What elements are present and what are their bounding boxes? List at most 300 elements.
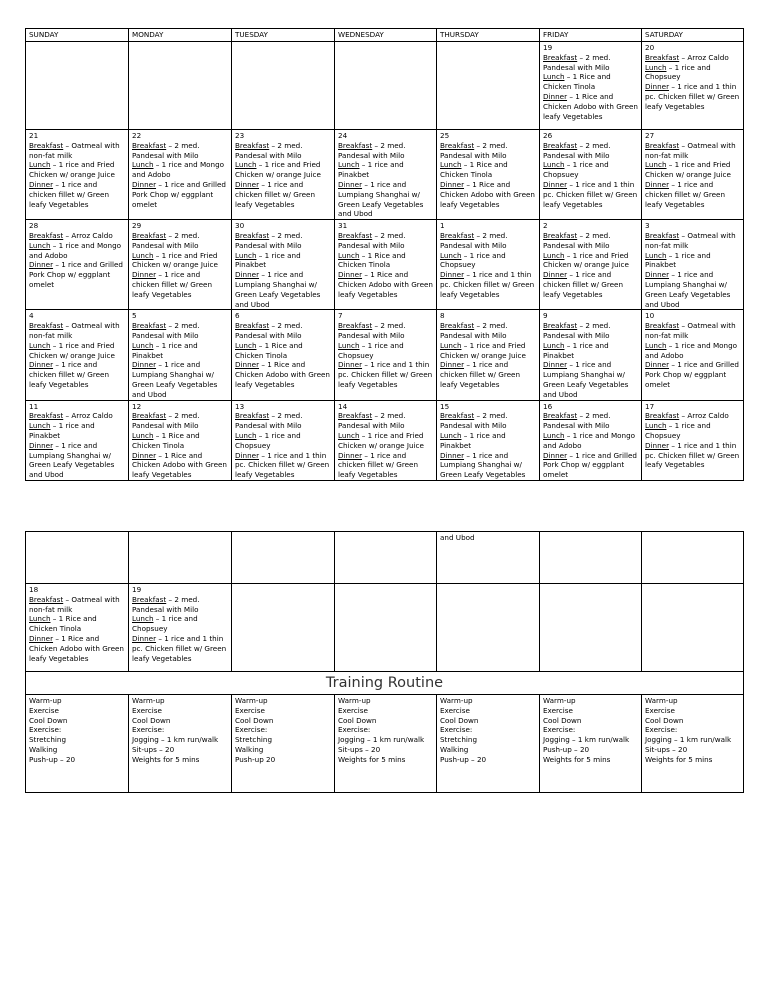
meal-entry [338,341,433,361]
calendar-cell [540,584,642,672]
day-number: 26 [543,131,553,140]
meal-entry [29,160,125,180]
meal-description: – 1 rice and chicken fillet w/ Green leafy Vegetables [440,360,521,389]
day-number: 15 [440,401,450,411]
meal-entry [132,270,228,299]
meal-description: – 1 rice and Lumpiang Shanghai w/ Green Leafy Vegetables and Ubod [338,179,424,219]
continuation-text: and Ubod [440,533,475,542]
calendar-cell [642,310,744,400]
meal-description: – 2 med. Pandesal with Milo [132,230,200,250]
calendar-cell [540,220,642,310]
meal-description: – 1 rice and Fried Chicken w/ orange Juice [132,250,218,270]
day-number: 31 [338,221,348,231]
meal-label: Lunch [543,160,565,170]
header-wednesday: WEDNESDAY [335,29,437,42]
meal-entry [440,451,536,480]
meal-description: – 1 rice and chicken fillet w/ Green leafy Vegetables [235,179,316,209]
day-number: 28 [29,221,39,231]
calendar-cell [129,220,232,310]
meal-description: – 1 Rice and Chicken Adobo with Green leafy Vegetables [235,360,330,389]
training-item: Stretching [29,735,67,745]
header-saturday: SATURDAY [642,29,744,42]
meal-description: – 2 med. Pandesal with Milo [132,321,200,340]
training-item: Warm-up [645,696,678,705]
meal-entry [543,180,638,209]
training-day-cell [232,695,335,793]
meal-description: – Oatmeal with non-fat milk [645,140,736,160]
meal-description: – 1 rice and Mongo and Adobo [132,160,225,180]
meal-entry [440,251,536,271]
calendar-cell [26,220,129,310]
meal-description: – 2 med. Pandesal with Milo [440,140,508,160]
meal-description: – 1 rice and Fried Chicken w/ orange Juice [29,340,115,360]
training-item: Cool Down [29,715,68,725]
header-thursday: THURSDAY [437,29,540,42]
meal-entry [338,360,433,389]
training-item: Push-up 20 [235,754,276,764]
calendar-cell [26,400,129,480]
calendar-cell [129,130,232,220]
training-item: Exercise: [543,725,576,735]
training-item: Jogging – 1 km run/walk [645,735,732,745]
day-number: 22 [132,131,142,140]
meal-description: – 1 rice and Fried Chicken w/ orange Juice [440,340,526,360]
meal-description: – 1 rice and Grilled Pork Chop w/ eggplant omelet [29,260,123,289]
meal-description: – 1 rice and Mongo and Adobo [543,430,636,450]
meal-label: Lunch [132,340,154,350]
day-number: 13 [235,401,245,411]
meal-label: Dinner [29,179,54,189]
meal-entry [132,614,228,634]
meal-description: – 1 rice and chicken fillet w/ Green leafy Vegetables [29,179,110,209]
meal-description: – 1 rice and chicken fillet w/ Green leafy Vegetables [29,360,110,389]
meal-entry [440,141,536,161]
meal-entry [29,614,125,634]
meal-label: Lunch [235,160,257,170]
meal-label: Dinner [645,360,670,370]
meal-label: Lunch [29,614,51,624]
training-item: Sit-ups – 20 [132,744,175,754]
calendar-cell [540,532,642,584]
calendar-cell [540,42,642,130]
meal-entry [543,451,638,480]
meal-entry [29,360,125,389]
training-title-row [26,672,744,695]
training-item: Cool Down [235,715,274,725]
calendar-cell [335,400,437,480]
calendar-cell [540,400,642,480]
week-row [26,310,744,400]
calendar-cell [437,310,540,400]
day-number: 4 [29,311,34,321]
day-number: 5 [132,311,137,321]
meal-description: – 1 Rice and Chicken Tinola [29,614,97,634]
week-row [26,584,744,672]
meal-entry [645,231,740,251]
meal-description: – 1 Rice and Chicken Tinola [132,430,200,450]
meal-entry [29,180,125,209]
calendar-cell [335,532,437,584]
day-number: 9 [543,311,548,321]
meal-label: Lunch [29,240,51,250]
meal-description: – 2 med. Pandesal with Milo [543,230,611,250]
meal-description: – 1 rice and Pinakbet [543,340,609,360]
meal-label: Lunch [645,250,667,260]
meal-entry [543,231,638,251]
training-day-cell [26,695,129,793]
meal-label: Breakfast [645,230,680,240]
weekday-header-row [26,29,744,42]
meal-entry [235,141,331,161]
day-number: 10 [645,311,655,321]
calendar-cell [232,220,335,310]
training-item: Exercise [29,705,59,715]
meal-label: Breakfast [132,140,167,150]
meal-entry [29,141,125,161]
meal-description: – 1 rice and Fried Chicken w/ orange Juice [543,250,629,270]
calendar-cell [642,532,744,584]
training-item: Exercise: [338,725,371,735]
meal-label: Lunch [338,250,360,260]
meal-label: Dinner [29,440,54,450]
meal-description: – 1 Rice and Chicken Tinola [338,250,406,270]
meal-description: – 2 med. Pandesal with Milo [543,411,611,431]
meal-description: – 1 rice and 1 thin pc. Chicken fillet w/ Green leafy Vegetables [132,633,227,663]
training-item: Warm-up [543,696,576,705]
meal-description: – 2 med. Pandesal with Milo [132,594,200,614]
meal-label: Dinner [235,450,260,460]
calendar-cell [129,42,232,130]
meal-label: Breakfast [29,321,64,331]
meal-description: – 1 rice and Fried Chicken w/ orange Juice [645,160,731,180]
calendar-cell [129,310,232,400]
training-item: Walking [440,744,469,754]
training-day-cell [129,695,232,793]
meal-label: Lunch [440,340,462,350]
meal-entry [645,160,740,180]
training-item: Weights for 5 mins [543,754,611,764]
meal-description: – 1 rice and Mongo and Adobo [645,340,738,360]
meal-label: Breakfast [29,230,64,240]
meal-description: – 1 rice and Pinakbet [235,250,301,270]
calendar-cell [26,130,129,220]
training-item: Weights for 5 mins [645,754,713,764]
meal-entry [29,321,125,341]
training-item: Push-up – 20 [543,744,590,754]
meal-label: Lunch [338,160,360,170]
meal-entry [543,53,638,73]
meal-label: Dinner [235,360,260,370]
meal-label: Dinner [543,360,568,370]
meal-label: Lunch [132,160,154,170]
calendar-cell [26,532,129,584]
meal-entry [338,231,433,251]
meal-label: Dinner [132,450,157,460]
day-number: 19 [543,43,553,52]
meal-entry [543,360,638,399]
meal-label: Breakfast [645,140,680,150]
calendar-cell [129,584,232,672]
meal-description: – 1 Rice and Chicken Adobo with Green leafy Vegetables [29,633,124,663]
calendar-cell [335,220,437,310]
calendar-cell [335,584,437,672]
day-number: 12 [132,401,142,411]
meal-description: – 1 rice and chicken fillet w/ Green leafy Vegetables [543,270,624,299]
training-day-cell [437,695,540,793]
meal-entry [132,341,228,361]
day-number: 20 [645,43,655,52]
meal-description: – 1 rice and 1 thin pc. Chicken fillet w/ Green leafy Vegetables [645,82,740,111]
meal-entry [440,180,536,209]
calendar-cell [129,400,232,480]
meal-description: – Oatmeal with non-fat milk [645,321,736,340]
training-item: Warm-up [235,696,268,705]
meal-label: Breakfast [645,411,680,421]
meal-label: Breakfast [543,411,578,421]
meal-entry [645,421,740,441]
meal-label: Dinner [132,633,157,643]
meal-description: – 1 Rice and Chicken Tinola [543,72,611,92]
meal-entry [645,270,740,309]
meal-entry [440,431,536,451]
meal-description: – 1 rice and Lumpiang Shanghai w/ Green Leafy Vegetables and Ubod [645,270,731,309]
meal-label: Breakfast [440,230,475,240]
meal-description: – 1 rice and Chopsuey [132,614,198,634]
training-item: Exercise [543,705,573,715]
meal-label: Breakfast [132,230,167,240]
meal-label: Dinner [543,270,568,280]
meal-label: Dinner [338,179,363,189]
meal-label: Dinner [440,450,465,460]
calendar-cell [232,310,335,400]
meal-description: – 1 rice and Fried Chicken w/ orange Juice [235,160,321,180]
day-number: 6 [235,311,240,321]
day-number: 21 [29,131,39,140]
meal-label: Breakfast [543,321,578,331]
day-number: 30 [235,221,245,231]
meal-entry [440,270,536,299]
meal-entry [132,231,228,251]
meal-description: – 1 rice and Pinakbet [29,421,95,440]
meal-entry [338,321,433,341]
meal-label: Breakfast [235,321,270,331]
calendar-cell [642,42,744,130]
meal-label: Breakfast [29,140,64,150]
meal-description: – 1 rice and chicken fillet w/ Green leafy Vegetables [338,450,419,480]
calendar-cell [26,310,129,400]
meal-entry [29,341,125,361]
meal-calendar-table-continued [25,531,744,793]
meal-label: Dinner [543,179,568,189]
meal-entry [543,431,638,451]
meal-description: – 2 med. Pandesal with Milo [235,230,303,250]
training-day-cell [540,695,642,793]
meal-entry [645,53,740,63]
meal-description: – Arroz Caldo [679,52,729,62]
meal-description: – 2 med. Pandesal with Milo [338,411,406,431]
meal-entry [29,421,125,441]
meal-label: Breakfast [543,230,578,240]
meal-description: – 1 Rice and Chicken Adobo with Green leafy Vegetables [338,270,433,299]
meal-label: Dinner [132,360,157,370]
calendar-cell [437,400,540,480]
meal-label: Breakfast [235,230,270,240]
meal-description: – 2 med. Pandesal with Milo [440,321,508,340]
calendar-cell [437,532,540,584]
meal-entry [338,431,433,451]
meal-label: Lunch [645,340,667,350]
meal-entry [235,451,331,480]
meal-description: – 1 rice and Pinakbet [132,340,198,360]
meal-entry [132,251,228,271]
meal-description: – 2 med. Pandesal with Milo [132,140,200,160]
day-number: 1 [440,221,445,231]
training-item: Exercise: [29,725,62,735]
training-routine-title: Training Routine [26,672,744,695]
meal-entry [338,251,433,271]
training-item: Warm-up [338,696,371,705]
training-item: Jogging – 1 km run/walk [132,735,219,745]
calendar-cell [642,130,744,220]
meal-label: Dinner [132,179,157,189]
meal-description: – 1 rice and chicken fillet w/ Green leafy Vegetables [132,270,213,299]
meal-entry [29,260,125,289]
meal-entry [338,180,433,219]
calendar-cell [642,400,744,480]
meal-label: Breakfast [338,411,373,421]
meal-description: – 2 med. Pandesal with Milo [235,411,303,431]
meal-entry [235,321,331,341]
day-number: 24 [338,131,348,140]
meal-description: – 1 rice and Lumpiang Shanghai w/ Green Leafy Vegetables and Ubod [235,270,321,309]
meal-entry [29,441,125,480]
day-number: 3 [645,221,650,231]
meal-label: Dinner [440,179,465,189]
training-item: Exercise: [645,725,678,735]
calendar-cell [26,42,129,130]
meal-description: – Oatmeal with non-fat milk [29,140,120,160]
calendar-cell [642,220,744,310]
training-item: Cool Down [338,715,377,725]
meal-entry [29,634,125,663]
week-row [26,42,744,130]
meal-entry [235,411,331,431]
meal-entry [132,451,228,480]
training-item: Jogging – 1 km run/walk [543,735,630,745]
meal-label: Dinner [645,440,670,450]
header-tuesday: TUESDAY [232,29,335,42]
meal-description: – Oatmeal with non-fat milk [29,321,120,340]
calendar-cell [335,130,437,220]
meal-label: Dinner [338,270,363,280]
meal-label: Dinner [235,179,260,189]
meal-description: – 2 med. Pandesal with Milo [543,140,611,160]
training-item: Cool Down [543,715,582,725]
training-day-cell [642,695,744,793]
training-item: Exercise: [132,725,165,735]
meal-entry [440,411,536,431]
training-item: Exercise [235,705,265,715]
meal-entry [338,451,433,480]
calendar-cell [540,310,642,400]
meal-label: Breakfast [440,411,475,421]
meal-entry [338,411,433,431]
meal-label: Lunch [645,160,667,170]
header-friday: FRIDAY [540,29,642,42]
meal-description: – 1 Rice and Chicken Adobo with Green leafy Vegetables [440,179,535,209]
meal-label: Lunch [543,250,565,260]
meal-entry [235,431,331,451]
meal-entry [543,341,638,361]
meal-description: – 1 rice and Chopsuey [235,430,301,450]
meal-description: – 1 rice and Chopsuey [543,160,609,180]
training-item: Push-up – 20 [29,754,76,764]
meal-label: Breakfast [543,140,578,150]
meal-entry [543,92,638,121]
training-item: Sit-ups – 20 [338,744,381,754]
day-number: 29 [132,221,142,231]
meal-label: Breakfast [645,321,680,331]
training-item: Exercise [645,705,675,715]
day-number: 8 [440,311,445,321]
day-number: 2 [543,221,548,231]
meal-description: – 1 rice and Pinakbet [338,160,404,180]
meal-description: – 2 med. Pandesal with Milo [543,321,611,340]
meal-entry [543,72,638,92]
meal-label: Lunch [338,430,360,440]
meal-entry [29,411,125,421]
meal-description: – 2 med. Pandesal with Milo [338,230,406,250]
meal-entry [645,441,740,470]
meal-description: – 1 rice and Pinakbet [645,250,711,270]
calendar-cell [335,310,437,400]
meal-description: – 1 rice and Lumpiang Shanghai w/ Green Leafy Vegetables and Ubod [543,360,629,399]
meal-entry [235,180,331,209]
calendar-cell [232,130,335,220]
meal-label: Dinner [440,270,465,280]
meal-label: Lunch [132,614,154,624]
meal-label: Dinner [645,82,670,92]
meal-label: Dinner [29,633,54,643]
training-item: Walking [235,744,264,754]
meal-label: Lunch [235,430,257,440]
meal-label: Dinner [543,91,568,101]
meal-entry [543,160,638,180]
meal-label: Lunch [440,250,462,260]
meal-description: – 1 Rice and Chicken Tinola [440,160,508,180]
meal-description: – Arroz Caldo [63,230,113,240]
meal-description: – 2 med. Pandesal with Milo [235,321,303,340]
meal-label: Dinner [235,270,260,280]
meal-label: Dinner [29,360,54,370]
meal-description: – Arroz Caldo [63,411,113,421]
meal-description: – 1 rice and Chopsuey [440,250,506,270]
meal-description: – 1 rice and Grilled Pork Chop w/ eggplant omelet [543,450,637,480]
meal-label: Breakfast [338,230,373,240]
header-monday: MONDAY [129,29,232,42]
training-item: Walking [29,744,58,754]
meal-description: – 1 rice and chicken fillet w/ Green leafy Vegetables [645,179,726,209]
meal-label: Lunch [29,340,51,350]
meal-label: Lunch [645,62,667,72]
meal-description: – 2 med. Pandesal with Milo [132,411,200,431]
meal-label: Lunch [29,160,51,170]
training-item: Weights for 5 mins [338,754,406,764]
meal-entry [543,270,638,299]
day-number: 19 [132,585,142,594]
meal-entry [440,341,536,361]
meal-label: Lunch [543,430,565,440]
